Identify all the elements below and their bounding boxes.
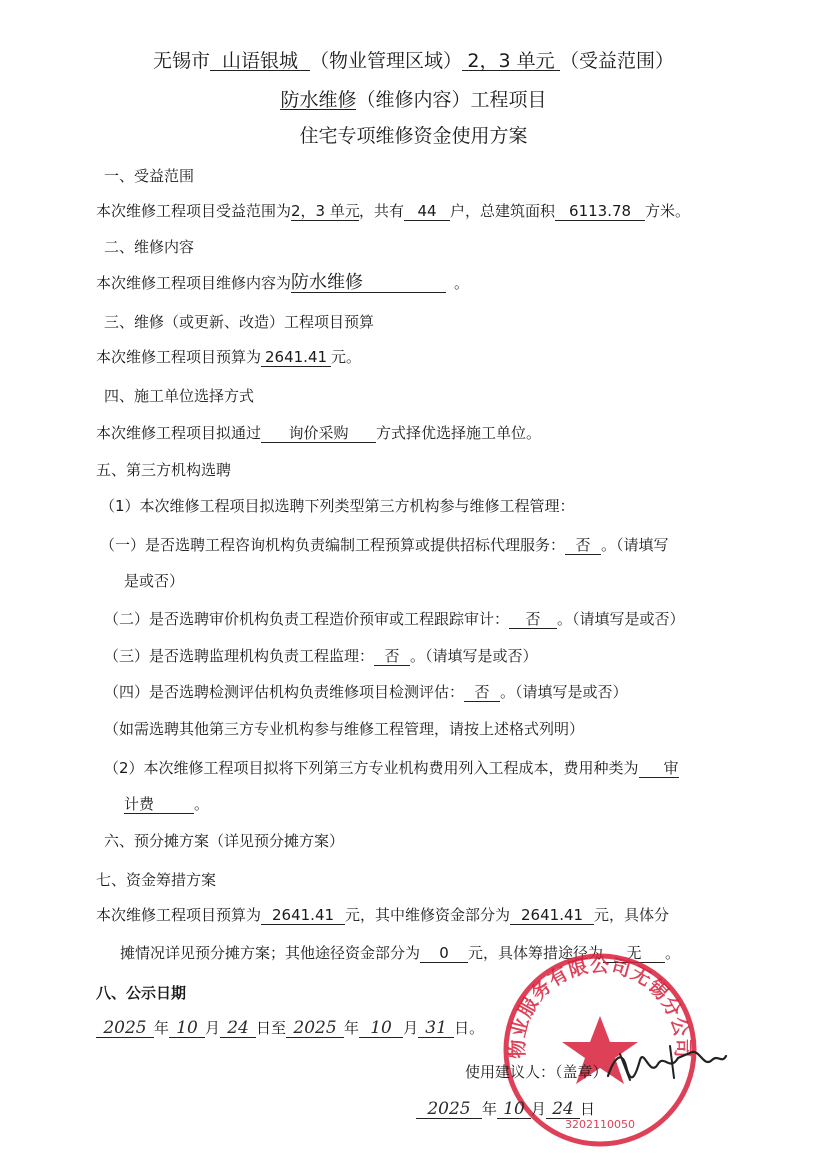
footer-day-label: 日: [580, 1100, 596, 1118]
s5-a3-end: 。（请填写是或否）: [410, 647, 538, 665]
title-scope-label: （受益范围）: [560, 50, 675, 72]
seal-number: 3202110050: [565, 1118, 635, 1131]
s5-a1: [100, 535, 669, 555]
footer-date: [416, 1099, 595, 1119]
s4-method: 询价采购: [261, 424, 376, 443]
s5-p2-text: （2）本次维修工程项目拟将下列第三方专业机构费用列入工程成本，费用种类为: [104, 759, 639, 777]
s8-end-day: 31: [418, 1019, 454, 1038]
s2-text-2: 。: [454, 274, 470, 292]
footer-day: 24: [546, 1100, 580, 1119]
s5-a3: [104, 646, 538, 666]
s5-a3-value: 否: [374, 647, 410, 666]
s6-note: （详见预分摊方案）: [209, 832, 345, 850]
s8-dates: [96, 1018, 484, 1038]
s3-text-2: 元。: [331, 348, 362, 366]
s6-heading-text: 六、预分摊方案: [104, 832, 210, 850]
s5-a4-end: 。（请填写是或否）: [500, 683, 628, 701]
s8-month-label: 月: [205, 1019, 221, 1037]
seal-text: 物业服务有限公司无锡分公司: [506, 954, 694, 1059]
footer-month-label: 月: [531, 1100, 547, 1118]
s8-month-label-2: 月: [403, 1019, 419, 1037]
s8-start-day: 24: [220, 1019, 256, 1038]
s5-a2: [104, 609, 685, 629]
title-suffix: 工程项目: [470, 89, 547, 111]
s8-year-label: 年: [154, 1019, 170, 1037]
s1-text-1: 本次维修工程项目受益范围为: [96, 202, 292, 220]
s1-text-3: 户，总建筑面积: [450, 202, 556, 220]
s1-heading: 一、受益范围: [104, 167, 195, 185]
s5-a4-text: （四）是否选聘检测评估机构负责维修项目检测评估：: [104, 683, 465, 701]
title-content: 防水维修: [280, 89, 357, 111]
s3-body: [96, 347, 361, 367]
s8-to-label: 日至: [256, 1019, 287, 1037]
s7-text-1: 本次维修工程项目预算为: [96, 906, 262, 924]
s5-p2: [104, 758, 679, 778]
s5-p2-cont: [124, 794, 209, 814]
s2-text-1: 本次维修工程项目维修内容为: [96, 274, 292, 292]
s8-end-year: 2025: [286, 1019, 344, 1038]
s4-body: [96, 423, 541, 443]
s5-a2-end: 。（请填写是或否）: [557, 610, 685, 628]
s2-content: 防水维修: [291, 274, 446, 293]
s7-text-5: 元，具体筹措途径为: [468, 944, 604, 962]
title-city: 无锡市: [152, 50, 210, 72]
s5-p2-value-2: 计费: [124, 795, 194, 814]
s5-note: （如需选聘其他第三方专业机构参与维修工程管理，请按上述格式列明）: [104, 720, 585, 738]
title-project: 山语银城: [210, 52, 310, 71]
footer-year: 2025: [416, 1100, 482, 1119]
footer-month: 10: [497, 1100, 531, 1119]
title-content-label: （维修内容）: [356, 89, 471, 111]
s4-text-1: 本次维修工程项目拟通过: [96, 424, 262, 442]
s4-heading: 四、施工单位选择方式: [104, 387, 255, 405]
s7-fund: 2641.41: [510, 906, 594, 925]
s5-p1: （1）本次维修工程项目拟选聘下列类型第三方机构参与维修工程管理：: [100, 497, 575, 515]
s3-budget: 2641.41: [261, 348, 331, 367]
s5-p2-value-1: 审: [639, 759, 679, 778]
s7-body-1: [96, 905, 669, 925]
footer-year-label: 年: [482, 1100, 498, 1118]
title-units: 2，3 单元: [462, 52, 560, 71]
proposer-label: 使用建议人：（盖章）: [465, 1063, 608, 1081]
s3-heading: 三、维修（或更新、改造）工程项目预算: [104, 313, 375, 331]
s8-end-month: 10: [359, 1019, 403, 1038]
s1-households: 44: [404, 202, 450, 221]
s5-a1-text: （一）是否选聘工程咨询机构负责编制工程预算或提供招标代理服务：: [100, 536, 566, 554]
s8-heading: 八、公示日期: [96, 984, 187, 1002]
s7-text-4: 摊情况详见预分摊方案；其他途径资金部分为: [120, 944, 421, 962]
s7-text-6: 。: [665, 944, 681, 962]
s8-year-label-2: 年: [344, 1019, 360, 1037]
title-line-2: [0, 87, 827, 113]
s5-p2-end: 。: [194, 795, 210, 813]
s5-a4-value: 否: [464, 683, 500, 702]
s1-text-4: 方米。: [645, 202, 691, 220]
s5-heading: 五、第三方机构选聘: [96, 461, 232, 479]
s2-body: [96, 273, 469, 293]
s8-start-month: 10: [169, 1019, 205, 1038]
s4-text-2: 方式择优选择施工单位。: [376, 424, 542, 442]
s5-a1-value: 否: [565, 536, 601, 555]
title-line-1: [0, 48, 827, 74]
title-line-3: 住宅专项维修资金使用方案: [299, 125, 528, 147]
s8-day-label: 日。: [454, 1019, 485, 1037]
s5-a2-value: 否: [509, 610, 557, 629]
s7-heading: 七、资金筹措方案: [96, 871, 217, 889]
s8-start-year: 2025: [96, 1019, 154, 1038]
s5-a3-text: （三）是否选聘监理机构负责工程监理：: [104, 647, 375, 665]
s7-way: 无: [603, 944, 665, 963]
s6-heading: [104, 831, 344, 851]
s1-body: [96, 201, 690, 221]
s7-text-2: 元，其中维修资金部分为: [345, 906, 511, 924]
s7-text-3: 元，具体分: [594, 906, 670, 924]
s5-a4: [104, 682, 628, 702]
s7-other: 0: [420, 944, 468, 963]
handwritten-signature: [600, 1038, 730, 1088]
s1-area: 6113.78: [555, 202, 645, 221]
s3-text-1: 本次维修工程项目预算为: [96, 348, 262, 366]
s1-scope: 2，3 单元: [291, 202, 360, 220]
s5-a2-text: （二）是否选聘审价机构负责工程造价预审或工程跟踪审计：: [104, 610, 510, 628]
s5-a1-cont: 是或否）: [124, 572, 185, 590]
s7-budget: 2641.41: [261, 906, 345, 925]
s1-text-2: ，共有: [359, 202, 405, 220]
s5-a1-end: 。（请填写: [601, 536, 669, 554]
title-area-label: （物业管理区域）: [309, 50, 462, 72]
s2-heading: 二、维修内容: [104, 238, 195, 256]
